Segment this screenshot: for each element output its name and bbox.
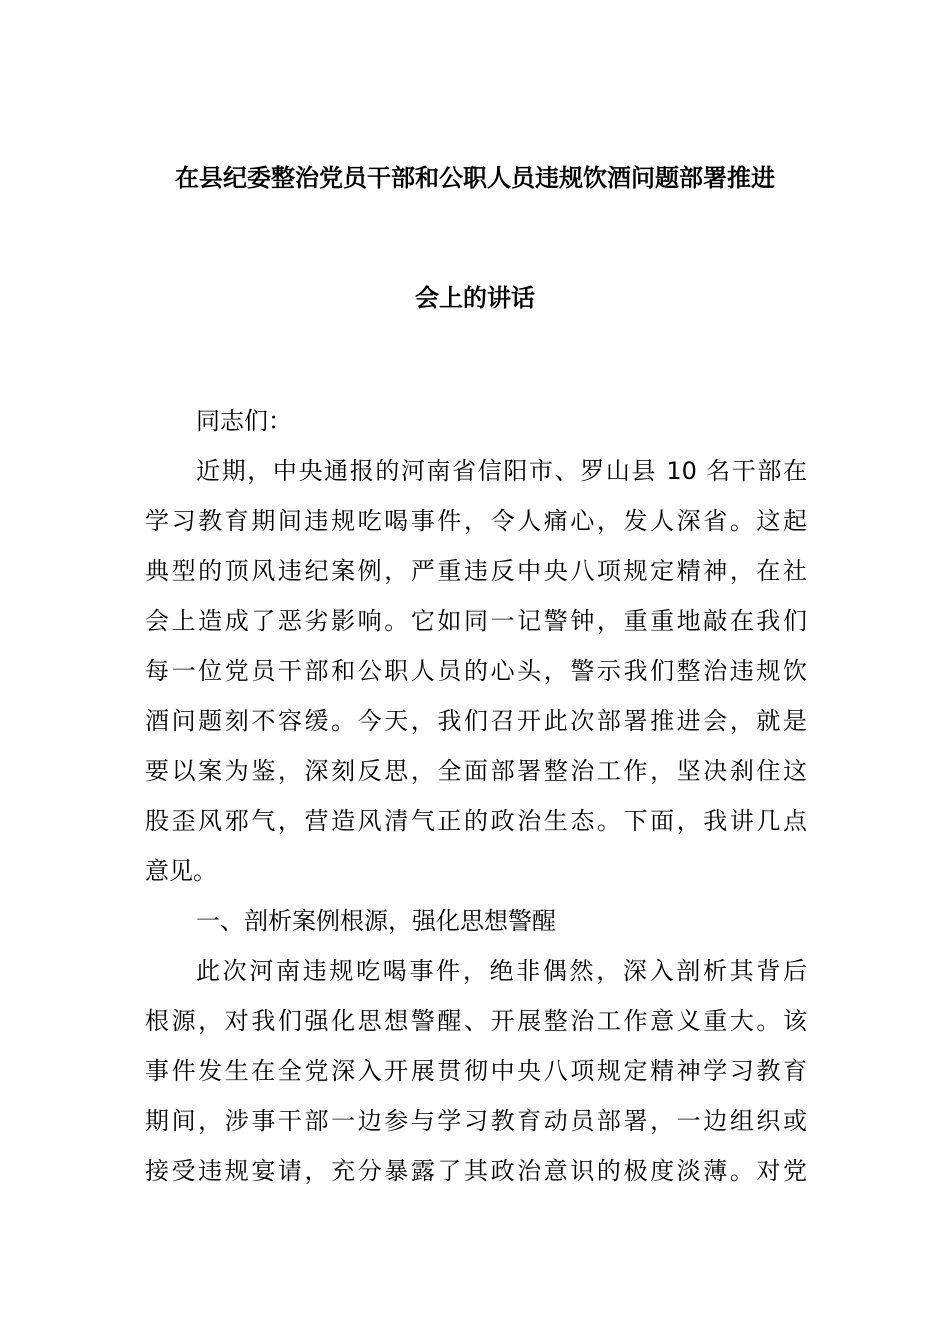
paragraph-1-line: 典型的顶风违纪案例，严重违反中央八项规定精神，在社 xyxy=(145,557,807,585)
paragraph-1-line: 股歪风邪气，营造风清气正的政治生态。下面，我讲几点 xyxy=(145,807,807,835)
paragraph-1-line: 学习教育期间违规吃喝事件，令人痛心，发人深省。这起 xyxy=(145,507,807,535)
paragraph-1-line: 意见。 xyxy=(145,857,217,885)
paragraph-1-line: 每一位党员干部和公职人员的心头，警示我们整治违规饮 xyxy=(145,657,807,685)
document-title-line-1: 在县纪委整治党员干部和公职人员违规饮酒问题部署推进 xyxy=(175,164,775,192)
paragraph-2-line: 事件发生在全党深入开展贯彻中央八项规定精神学习教育 xyxy=(145,1057,807,1085)
paragraph-1-line: 要以案为鉴，深刻反思，全面部署整治工作，坚决刹住这 xyxy=(145,757,807,785)
document-title-line-2: 会上的讲话 xyxy=(415,284,535,312)
paragraph-2-line: 根源，对我们强化思想警醒、开展整治工作意义重大。该 xyxy=(145,1007,807,1035)
paragraph-2-line: 接受违规宴请，充分暴露了其政治意识的极度淡薄。对党 xyxy=(145,1157,807,1185)
section-heading-1 xyxy=(145,896,807,946)
paragraph-2-line: 此次河南违规吃喝事件，绝非偶然，深入剖析其背后 xyxy=(196,957,807,985)
paragraph-1-line: 会上造成了恶劣影响。它如同一记警钟，重重地敲在我们 xyxy=(145,607,807,635)
paragraph-1-line: 近期，中央通报的河南省信阳市、罗山县 10 名干部在 xyxy=(196,457,807,485)
paragraph-2 xyxy=(145,946,807,1196)
paragraph-1-line: 酒问题刻不容缓。今天，我们召开此次部署推进会，就是 xyxy=(145,707,807,735)
section-heading-text: 一、剖析案例根源，强化思想警醒 xyxy=(196,907,556,935)
paragraph-1 xyxy=(145,446,807,896)
paragraph-2-line: 期间，涉事干部一边参与学习教育动员部署，一边组织或 xyxy=(145,1107,807,1135)
document-body xyxy=(145,446,807,1196)
salutation: 同志们： xyxy=(196,407,292,435)
